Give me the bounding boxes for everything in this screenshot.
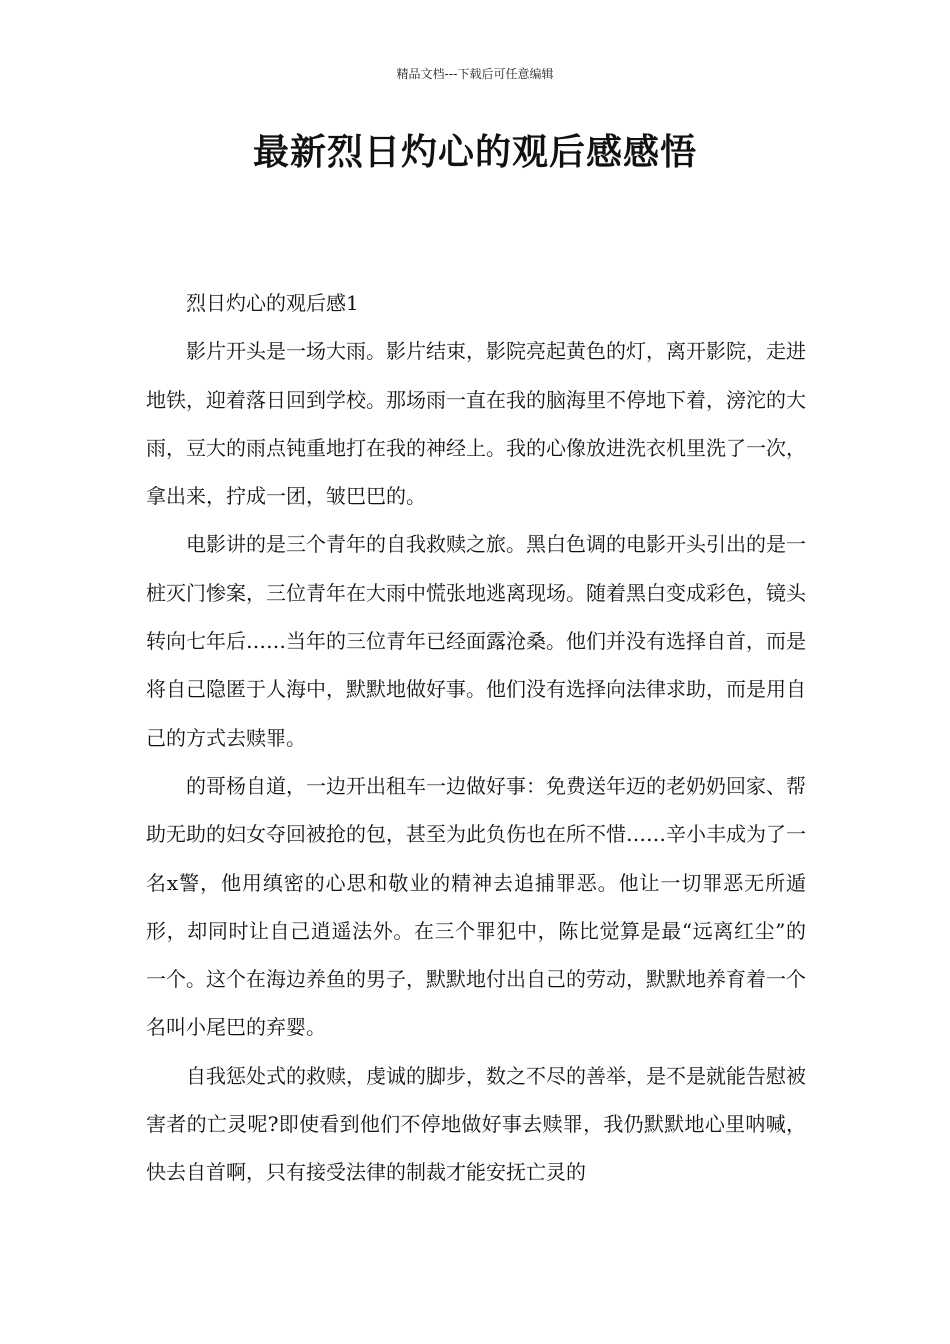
header-note: 精品文档---下载后可任意编辑: [396, 67, 554, 81]
document-body: [146, 279, 806, 1197]
document-title: 最新烈日灼心的观后感感悟: [252, 132, 697, 173]
paragraph: 的哥杨自道，一边开出租车一边做好事：免费送年迈的老奶奶回家、帮助无助的妇女夺回被抢的包，甚至为此负伤也在所不惜……辛小丰成为了一名x警，他用缜密的心思和敬业的精神去追捕罪恶。他让一切罪恶无所遁形，却同时让自己逍遥法外。在三个罪犯中，陈比觉算是最“远离红尘”的一个。这个在海边养鱼的男子，默默地付出自己的劳动，默默地养育着一个名叫小尾巴的弃婴。: [146, 773, 806, 1040]
paragraph: 影片开头是一场大雨。影片结束，影院亮起黄色的灯，离开影院，走进地铁，迎着落日回到学校。那场雨一直在我的脑海里不停地下着，滂沱的大雨，豆大的雨点钝重地打在我的神经上。我的心像放进洗衣机里洗了一次，拿出来，拧成一团，皱巴巴的。: [146, 339, 806, 509]
paragraph: 电影讲的是三个青年的自我救赎之旅。黑白色调的电影开头引出的是一桩灭门惨案，三位青年在大雨中慌张地逃离现场。随着黑白变成彩色，镜头转向七年后……当年的三位青年已经面露沧桑。他们并没有选择自首，而是将自己隐匿于人海中，默默地做好事。他们没有选择向法律求助，而是用自己的方式去赎罪。: [146, 532, 806, 750]
section-heading: 烈日灼心的观后感1: [186, 291, 359, 315]
paragraph: 自我惩处式的救赎，虔诚的脚步，数之不尽的善举，是不是就能告慰被害者的亡灵呢?即使看到他们不停地做好事去赎罪，我仍默默地心里呐喊，快去自首啊，只有接受法律的制裁才能安抚亡灵的: [146, 1063, 806, 1185]
